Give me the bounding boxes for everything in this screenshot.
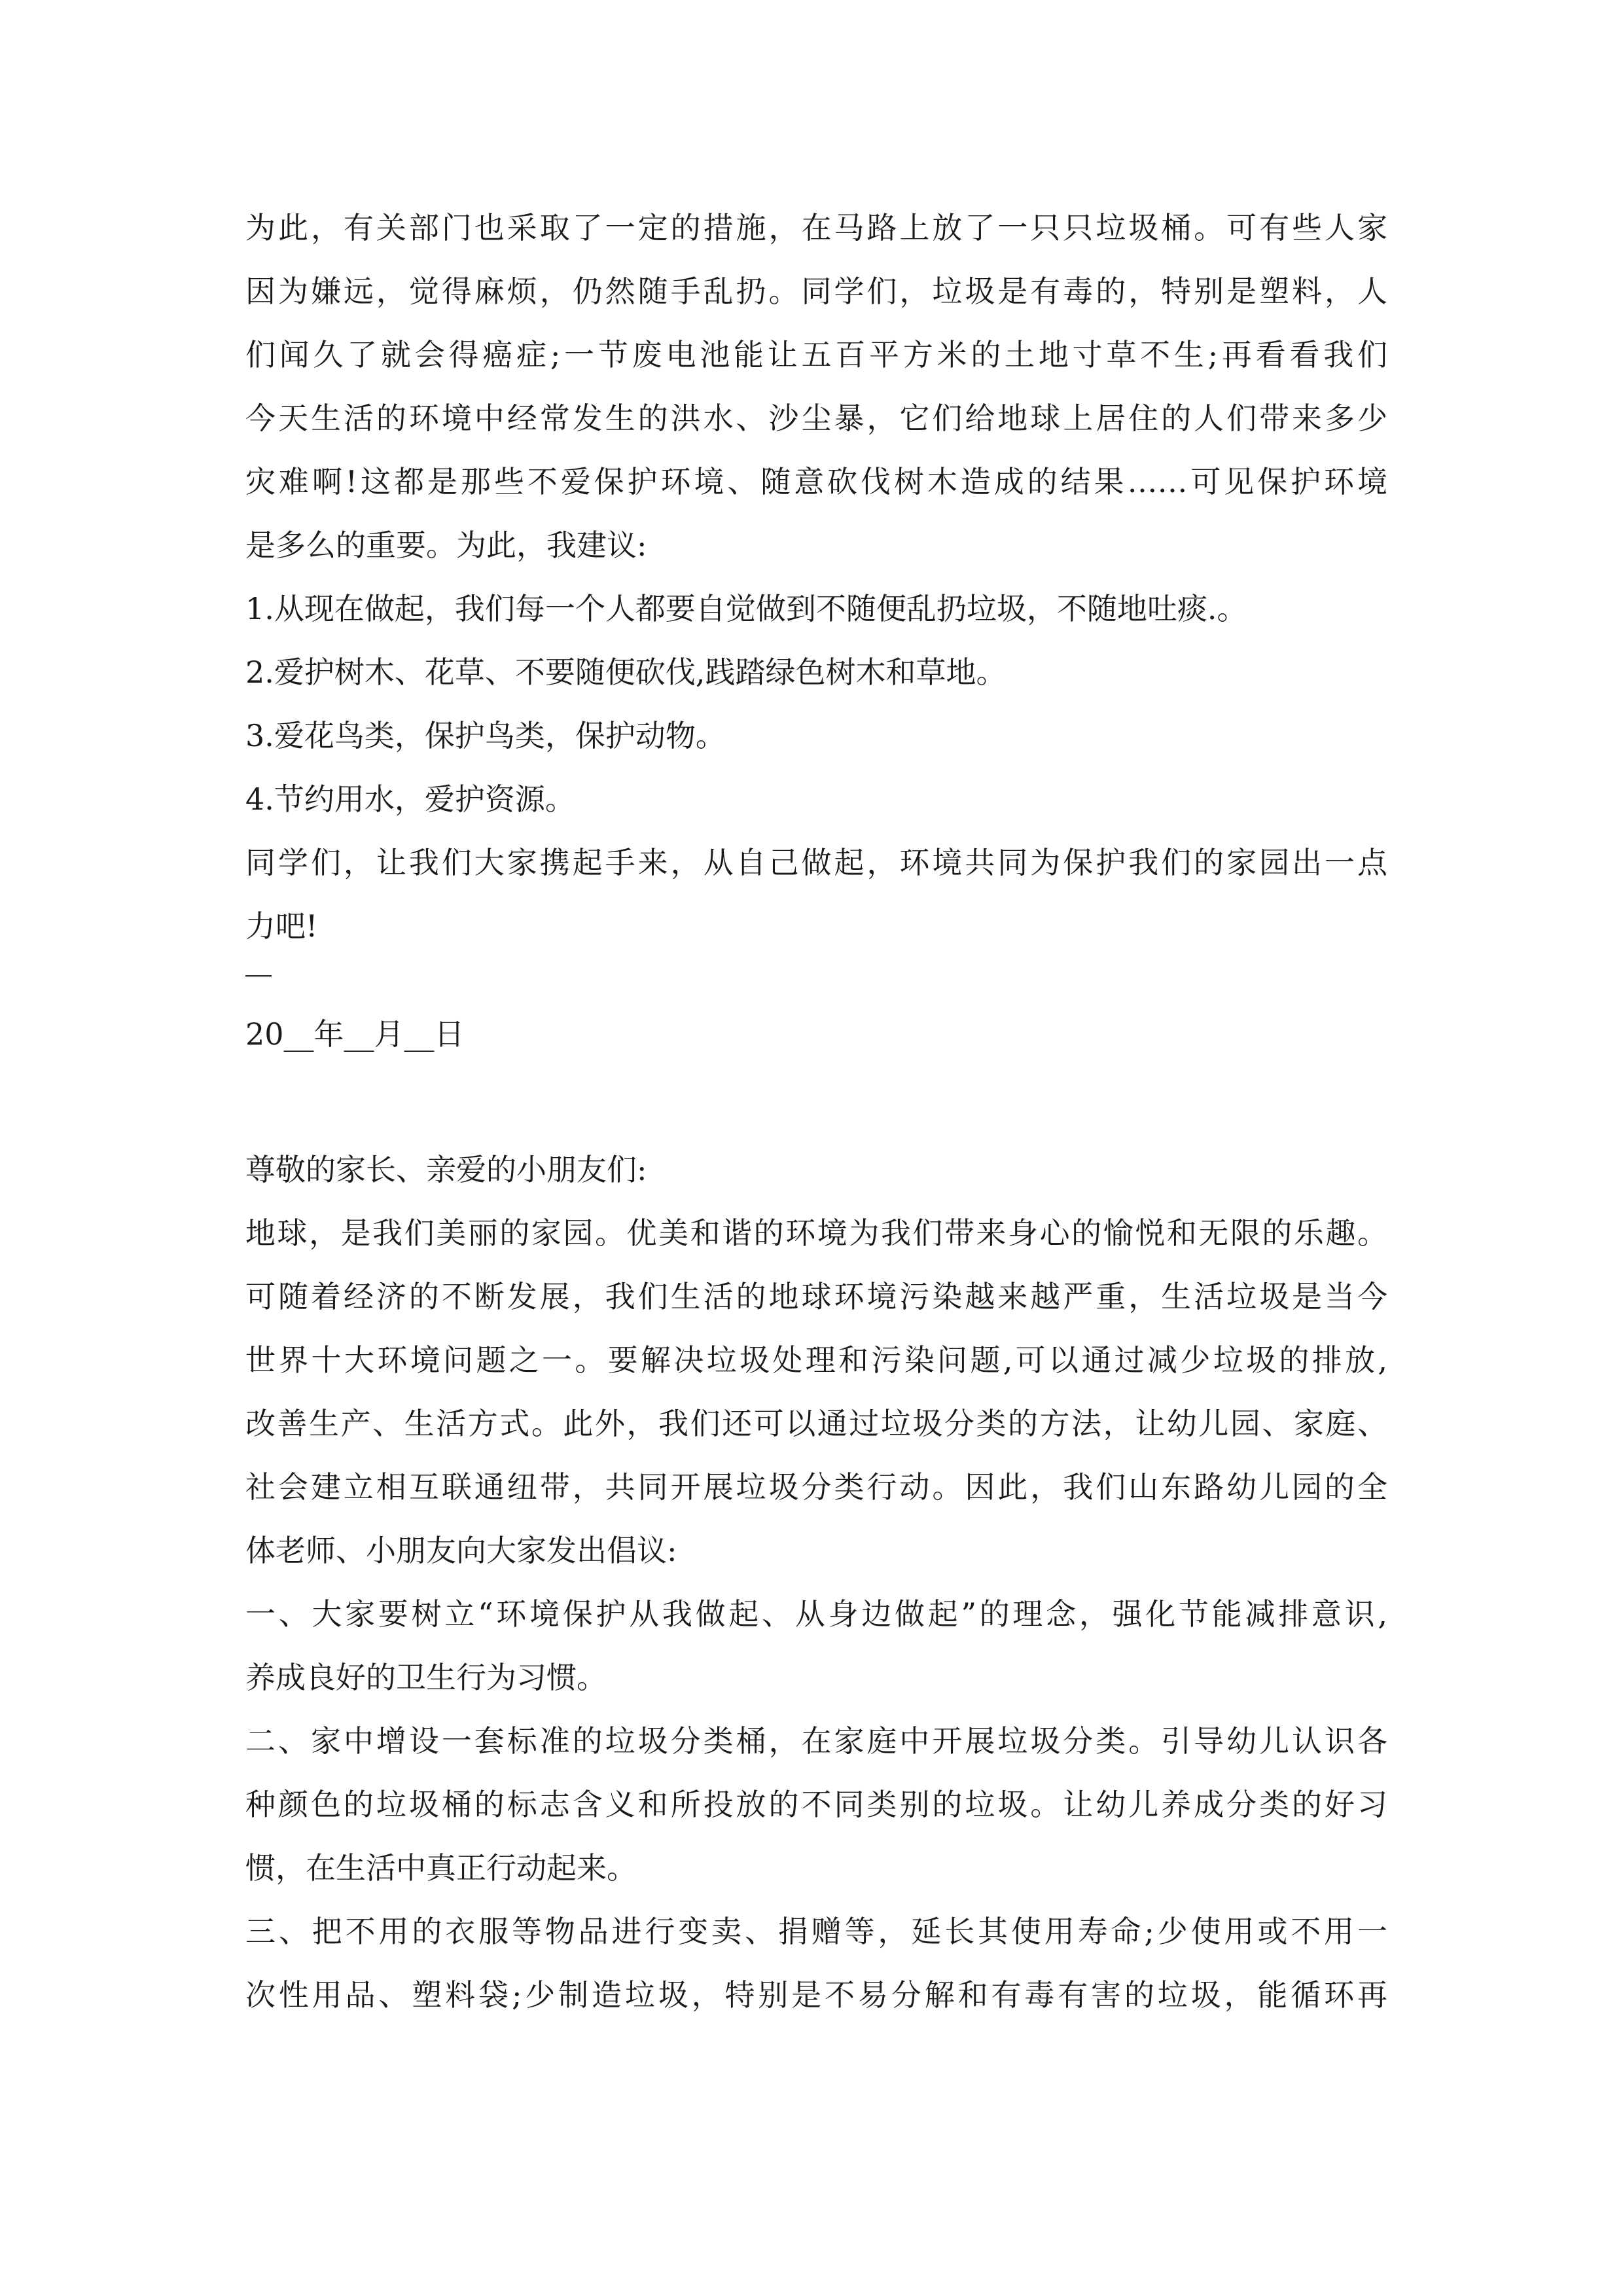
date-line: 20__年__月__日 [245, 1016, 465, 1052]
list-item-4: 4.节约用水，爱护资源。 [245, 781, 575, 817]
section-kindergarten-proposal [245, 1138, 1387, 2027]
paragraph-line: 们闻久了就会得癌症;一节废电池能让五百平方米的土地寸草不生;再看看我们 [245, 337, 1387, 372]
closing-line: 同学们，让我们大家携起手来，从自己做起，环境共同为保护我们的家园出一点 [245, 845, 1387, 880]
signature-blank-rule [245, 975, 272, 977]
paragraph-line: 世界十大环境问题之一。要解决垃圾处理和污染问题,可以通过减少垃圾的排放, [245, 1342, 1387, 1378]
paragraph-line: 地球，是我们美丽的家园。优美和谐的环境为我们带来身心的愉悦和无限的乐趣。 [245, 1215, 1387, 1251]
list-item-2: 2.爱护树木、花草、不要随便砍伐,践踏绿色树木和草地。 [245, 655, 1007, 690]
paragraph-line: 为此，有关部门也采取了一定的措施，在马路上放了一只只垃圾桶。可有些人家 [245, 210, 1387, 245]
greeting: 尊敬的家长、亲爱的小朋友们: [245, 1152, 647, 1187]
proposal-item-1: 养成良好的卫生行为习惯。 [245, 1660, 607, 1695]
proposal-item-1: 一、大家要树立“环境保护从我做起、从身边做起”的理念，强化节能减排意识, [245, 1596, 1387, 1632]
paragraph-line: 改善生产、生活方式。此外，我们还可以通过垃圾分类的方法，让幼儿园、家庭、 [245, 1406, 1387, 1441]
list-item-1: 1.从现在做起，我们每一个人都要自觉做到不随便乱扔垃圾，不随地吐痰.。 [245, 591, 1247, 626]
paragraph-line: 可随着经济的不断发展，我们生活的地球环境污染越来越严重，生活垃圾是当今 [245, 1279, 1387, 1314]
proposal-item-2: 种颜色的垃圾桶的标志含义和所投放的不同类别的垃圾。让幼儿养成分类的好习 [245, 1787, 1387, 1822]
paragraph-line: 是多么的重要。为此，我建议: [245, 528, 647, 563]
closing-line: 力吧! [245, 908, 318, 944]
document-page [245, 196, 1387, 2027]
paragraph-line: 因为嫌远，觉得麻烦，仍然随手乱扔。同学们，垃圾是有毒的，特别是塑料，人 [245, 274, 1387, 309]
list-item-3: 3.爱花鸟类，保护鸟类，保护动物。 [245, 718, 726, 753]
proposal-item-2: 惯，在生活中真正行动起来。 [245, 1850, 637, 1886]
paragraph-line: 今天生活的环境中经常发生的洪水、沙尘暴，它们给地球上居住的人们带来多少 [245, 401, 1387, 436]
paragraph-line: 体老师、小朋友向大家发出倡议: [245, 1533, 677, 1568]
proposal-item-3: 次性用品、塑料袋;少制造垃圾，特别是不易分解和有毒有害的垃圾，能循环再 [245, 1977, 1387, 2013]
paragraph-line: 灾难啊!这都是那些不爱保护环境、随意砍伐树木造成的结果……可见保护环境 [245, 464, 1387, 499]
section-proposal-text [245, 196, 1387, 958]
proposal-item-3: 三、把不用的衣服等物品进行变卖、捐赠等，延长其使用寿命;少使用或不用一 [245, 1914, 1387, 1949]
paragraph-line: 社会建立相互联通纽带，共同开展垃圾分类行动。因此，我们山东路幼儿园的全 [245, 1469, 1387, 1505]
proposal-item-2: 二、家中增设一套标准的垃圾分类桶，在家庭中开展垃圾分类。引导幼儿认识各 [245, 1723, 1387, 1759]
